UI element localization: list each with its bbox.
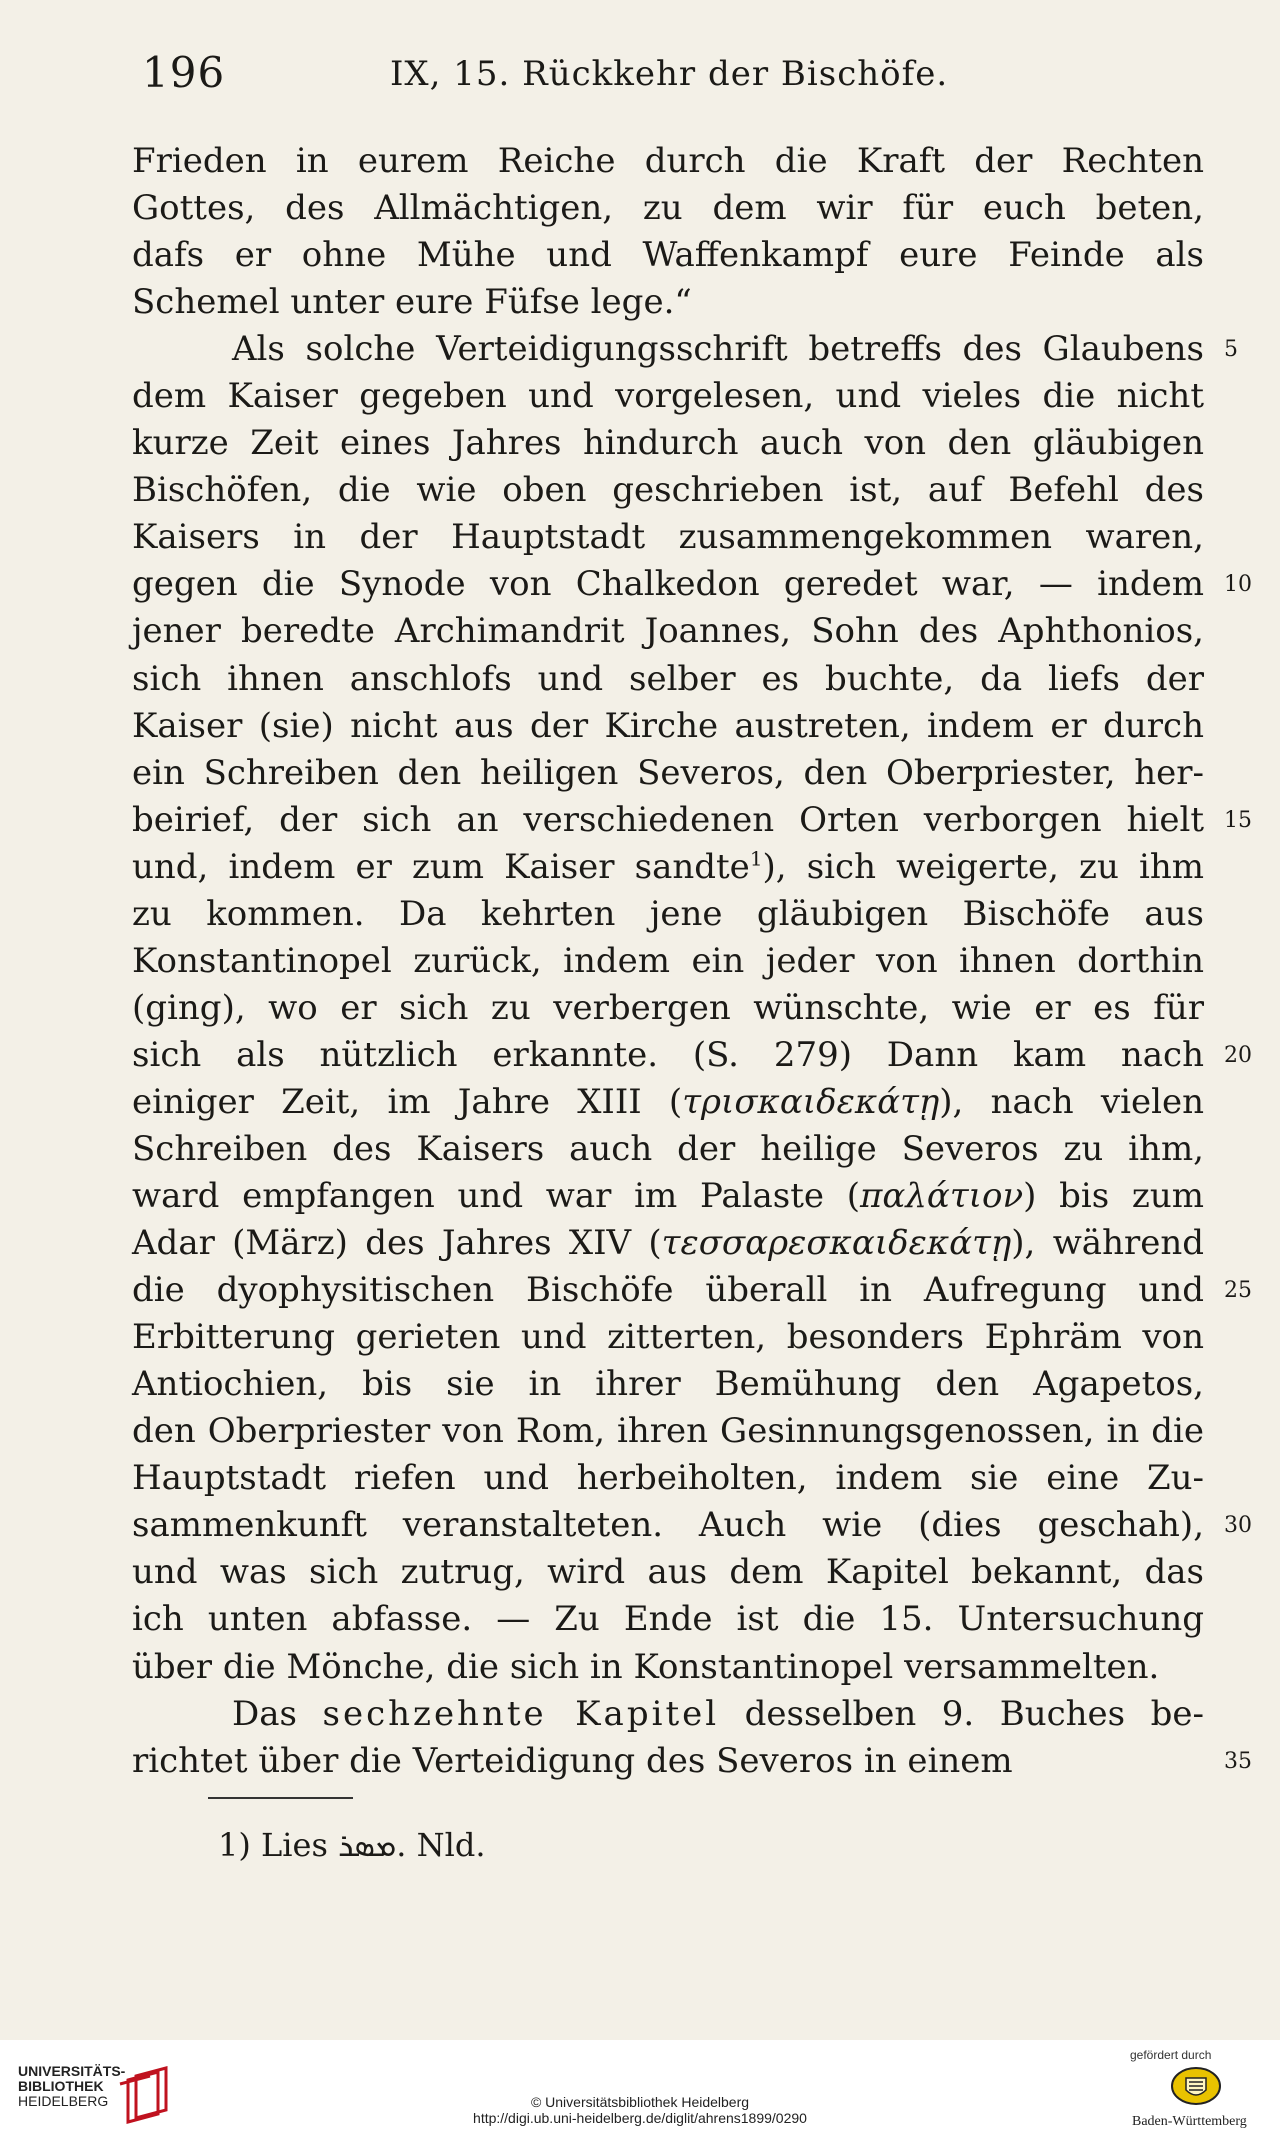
footnote-rule	[208, 1797, 353, 1799]
line-text: Schemel unter eure Füfse lege.“	[132, 282, 692, 323]
line-number: 25	[1224, 1278, 1252, 1304]
library-name-line-1: UNIVERSITÄTS-	[18, 2063, 126, 2079]
text-line	[132, 1267, 1252, 1314]
line-number: 30	[1224, 1513, 1252, 1539]
text-line	[132, 1549, 1204, 1596]
line-text: einiger Zeit, im Jahre XIII (	[132, 1081, 683, 1122]
line-text: Frieden in eurem Reiche durch die Kraft der Rechten	[132, 141, 1204, 181]
text-line	[132, 703, 1204, 750]
text-line	[132, 1455, 1204, 1502]
permalink-url[interactable]: http://digi.ub.uni-heidelberg.de/diglit/ahrens1899/0290	[473, 2110, 807, 2126]
line-number: 15	[1224, 807, 1252, 833]
line-number: 35	[1224, 1748, 1252, 1774]
text-line	[132, 1126, 1204, 1173]
text-line	[132, 232, 1204, 279]
line-text: und was sich zutrug, wird aus dem Kapitel bekannt, das	[132, 1552, 1204, 1593]
text-line	[132, 1220, 1204, 1267]
line-text: Bischöfen, die wie oben geschrieben ist, auf Befehl des	[132, 470, 1204, 511]
line-text: sich ihnen anschlofs und selber es buchte, da liefs der	[132, 658, 1204, 699]
line-text: gegen die Synode von Chalkedon geredet war, — indem	[132, 564, 1204, 605]
line-text: Als solche Verteidigungsschrift betreffs des Glaubens	[232, 329, 1204, 370]
line-text: den Oberpriester von Rom, ihren Gesinnungsgenossen, in die	[132, 1411, 1204, 1452]
text-line	[132, 1502, 1252, 1549]
text-line	[132, 561, 1252, 608]
line-text: über die Mönche, die sich in Konstantinopel versammelten.	[132, 1646, 1160, 1687]
line-text: Hauptstadt riefen und herbeiholten, indem sie eine Zu-	[132, 1458, 1204, 1499]
text-line	[132, 326, 1238, 373]
greek-term: παλάτιον	[860, 1176, 1024, 1217]
text-line	[132, 138, 1204, 185]
line-text-continued: ), nach vielen	[939, 1081, 1204, 1122]
page-number: 196	[142, 48, 226, 97]
line-text: sammenkunft veranstalteten. Auch wie (dies geschah),	[132, 1505, 1204, 1546]
text-line	[132, 656, 1204, 703]
text-line	[132, 1408, 1204, 1455]
library-name-line-2: BIBLIOTHEK	[18, 2078, 104, 2094]
state-coat-of-arms-icon	[1170, 2066, 1222, 2106]
footnote: 1) Lies ܡܣܪ. Nld.	[218, 1826, 486, 1864]
text-line	[132, 420, 1204, 467]
line-number: 20	[1224, 1042, 1252, 1068]
text-line	[132, 1691, 1204, 1738]
line-text: Adar (März) des Jahres XIV (	[132, 1223, 662, 1264]
greek-term: τεσσαρεσκαιδεκάτῃ	[661, 1223, 1012, 1264]
text-line	[132, 1738, 1252, 1785]
line-text-continued: ), sich weigerte, zu ihm	[762, 846, 1204, 887]
text-line	[132, 279, 1204, 326]
line-text: ich unten abfasse. — Zu Ende ist die 15. Untersuchung	[132, 1599, 1204, 1640]
text-line	[132, 1314, 1204, 1361]
page-header	[0, 48, 1280, 108]
line-number: 10	[1224, 572, 1252, 598]
footer-bar	[0, 2040, 1280, 2134]
text-line	[132, 985, 1204, 1032]
line-text: Das	[232, 1693, 323, 1734]
text-line	[132, 750, 1204, 797]
text-line	[132, 608, 1204, 655]
copyright-text: © Universitätsbibliothek Heidelberg	[530, 2094, 750, 2110]
line-text: Kaiser (sie) nicht aus der Kirche austreten, indem er durch	[132, 705, 1204, 746]
line-text: die dyophysitischen Bischöfe überall in Aufregung und	[132, 1270, 1204, 1311]
line-text: (ging), wo er sich zu verbergen wünschte, wie er es für	[132, 987, 1204, 1028]
text-line	[132, 514, 1204, 561]
greek-term: τρισκαιδεκάτῃ	[682, 1081, 940, 1122]
funder-name: Baden-Württemberg	[1132, 2114, 1247, 2129]
text-line	[132, 938, 1204, 985]
line-text: Erbitterung gerieten und zitterten, besonders Ephräm von	[132, 1317, 1204, 1358]
line-text: Kaisers in der Hauptstadt zusammengekommen waren,	[132, 517, 1204, 558]
library-name-line-3: HEIDELBERG	[18, 2093, 109, 2109]
line-text: kurze Zeit eines Jahres hindurch auch von den gläubigen	[132, 423, 1204, 464]
line-text-continued: ) bis zum	[1023, 1176, 1204, 1217]
line-number: 5	[1224, 337, 1238, 363]
line-text: Antiochien, bis sie in ihrer Bemühung den Agapetos,	[132, 1364, 1204, 1405]
line-text: sich als nützlich erkannte. (S. 279) Dann kam nach	[132, 1034, 1204, 1075]
text-line	[132, 373, 1204, 420]
line-text: ward empfangen und war im Palaste (	[132, 1176, 861, 1217]
footnote-reference: 1	[749, 846, 763, 871]
line-text: Konstantinopel zurück, indem ein jeder von ihnen dorthin	[132, 940, 1204, 981]
text-line	[132, 1596, 1204, 1643]
text-line	[132, 1173, 1204, 1220]
funder-label: gefördert durch	[1130, 2048, 1212, 2062]
text-line	[132, 797, 1252, 844]
line-text: jener beredte Archimandrit Joannes, Sohn des Aphthonios,	[132, 611, 1204, 652]
text-line	[132, 1361, 1204, 1408]
line-text-continued: ), während	[1011, 1223, 1205, 1264]
text-line	[132, 1079, 1204, 1126]
line-text: dem Kaiser gegeben und vorgelesen, und vieles die nicht	[132, 376, 1204, 417]
text-line	[132, 844, 1204, 891]
line-text: richtet über die Verteidigung des Severos in einem	[132, 1740, 1013, 1781]
running-head: IX, 15. Rückkehr der Bischöfe.	[390, 54, 949, 94]
text-line	[132, 1032, 1252, 1079]
text-line	[132, 185, 1204, 232]
line-text: beirief, der sich an verschiedenen Orten verborgen hielt	[132, 799, 1204, 840]
line-text: ein Schreiben den heiligen Severos, den Oberpriester, her-	[132, 752, 1204, 793]
line-text-continued: desselben 9. Buches be-	[719, 1693, 1205, 1734]
text-line	[132, 891, 1204, 938]
line-text: Schreiben des Kaisers auch der heilige Severos zu ihm,	[132, 1128, 1204, 1169]
line-text: zu kommen. Da kehrten jene gläubigen Bischöfe aus	[132, 893, 1204, 934]
spaced-text: sechzehnte Kapitel	[322, 1693, 720, 1734]
line-text: Gottes, des Allmächtigen, zu dem wir für euch beten,	[132, 188, 1204, 229]
text-line	[132, 1644, 1204, 1691]
body-text	[132, 138, 1252, 1785]
text-line	[132, 467, 1204, 514]
copyright-block	[0, 2094, 1280, 2126]
line-text: dafs er ohne Mühe und Waffenkampf eure Feinde als	[132, 235, 1204, 276]
line-text: und, indem er zum Kaiser sandte	[132, 846, 750, 887]
